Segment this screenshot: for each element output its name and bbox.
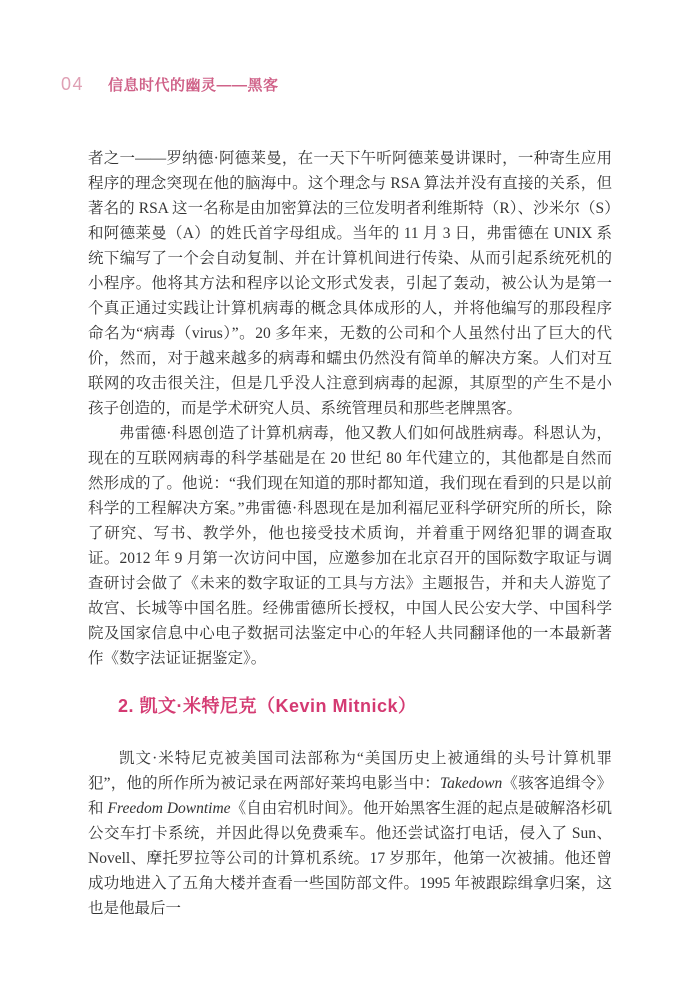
paragraph [88, 746, 612, 921]
paragraph [88, 421, 612, 671]
text-run: 凯文·米特尼克被美国司法部称为“美国历史上被通缉的头号计算机罪犯”，他的所作所为被记录在两部好莱坞电影当中： [88, 750, 612, 792]
text-run: 《自由宕机时间》。他开始黑客生涯的起点是破解洛杉矶公交车打卡系统，并因此得以免费乘车。他还尝试盗打电话，侵入了 Sun、Novell、摩托罗拉等公司的计算机系统。17 岁那年，他第一次被捕。他还曾成功地进入了五角大楼并查看一些国防部文件。1995 年被跟踪缉拿归案，这也是他最后一 [88, 800, 612, 917]
page-number: 04 [61, 74, 85, 94]
text-run: 《骇客追缉令》和 [88, 775, 612, 817]
paragraph [88, 146, 612, 421]
movie-title-italic: Takedown [439, 775, 503, 792]
book-title: 信息时代的幽灵——黑客 [108, 77, 279, 94]
running-header [61, 74, 279, 96]
movie-title-italic: Freedom Downtime [107, 800, 231, 817]
text-run: 弗雷德·科恩创造了计算机病毒，他又教人们如何战胜病毒。科恩认为，现在的互联网病毒的科学基础是在 20 世纪 80 年代建立的，其他都是自然而然形成的了。他说：“我们现在知道的那时都知道，我们现在看到的只是以前科学的工程解决方案。”弗雷德·科恩现在是加利福尼亚科学研究所的所长，除了研究、写书、教学外，他也接受技术质询，并着重于网络犯罪的调查取证。2012 年 9 月第一次访问中国，应邀参加在北京召开的国际数字取证与调查研讨会做了《未来的数字取证的工具与方法》主题报告，并和夫人游览了故宫、长城等中国名胜。经佛雷德所长授权，中国人民公安大学、中国科学院及国家信息中心电子数据司法鉴定中心的年轻人共同翻译他的一本最新著作《数字法证证据鉴定》。 [88, 425, 612, 667]
text-run: 者之一——罗纳德·阿德莱曼，在一天下午听阿德莱曼讲课时，一种寄生应用程序的理念突现在他的脑海中。这个理念与 RSA 算法并没有直接的关系，但著名的 RSA 这一名称是由加密算法的三位发明者利维斯特（R）、沙米尔（S）和阿德莱曼（A）的姓氏首字母组成。当年的 11 月 3 日，弗雷德在 UNIX 系统下编写了一个会自动复制、并在计算机间进行传染、从而引起系统死机的小程序。他将其方法和程序以论文形式发表，引起了轰动，被公认为是第一个真正通过实践让计算机病毒的概念具体成形的人，并将他编写的那段程序命名为“病毒（virus）”。20 多年来，无数的公司和个人虽然付出了巨大的代价，然而，对于越来越多的病毒和蠕虫仍然没有简单的解决方案。人们对互联网的攻击很关注，但是几乎没人注意到病毒的起源，其原型的产生不是小孩子创造的，而是学术研究人员、系统管理员和那些老牌黑客。 [88, 150, 612, 417]
article-body [88, 146, 612, 921]
section-heading: 2. 凯文·米特尼克（Kevin Mitnick） [118, 696, 417, 716]
